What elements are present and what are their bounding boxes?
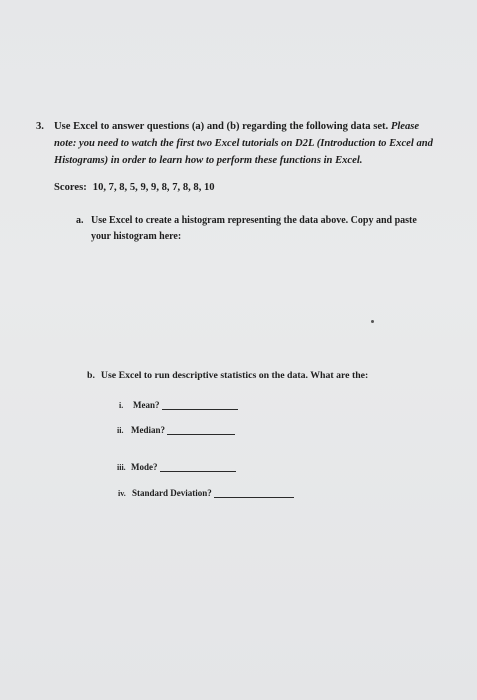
- stray-mark: [371, 320, 374, 323]
- stat-item-median: [117, 425, 235, 435]
- question-number: 3.: [36, 121, 44, 132]
- scores-label: Scores:: [54, 182, 87, 193]
- stat-item-std-dev: [118, 488, 294, 498]
- scores-line: [54, 182, 215, 193]
- stat-item-roman: ii.: [117, 426, 124, 435]
- scores-values: 10, 7, 8, 5, 9, 9, 8, 7, 8, 8, 10: [92, 182, 215, 193]
- question-note-line-2: note: you need to watch the first two Excel tutorials on D2L (Introduction to Excel and: [54, 138, 433, 149]
- part-b-marker: b.: [87, 370, 95, 381]
- part-a-line-2: your histogram here:: [91, 231, 182, 242]
- answer-blank-mode[interactable]: [160, 462, 236, 472]
- stat-item-roman: iii.: [117, 463, 126, 472]
- question-3: [36, 118, 466, 169]
- answer-blank-mean[interactable]: [162, 400, 238, 410]
- answer-blank-std-dev[interactable]: [214, 488, 294, 498]
- part-b-text: Use Excel to run descriptive statistics on the data. What are the:: [100, 370, 369, 381]
- stat-item-label: Standard Deviation?: [132, 488, 212, 498]
- stat-item-mean: [119, 400, 238, 410]
- question-lead: Use Excel to answer questions (a) and (b) regarding the following data set.: [54, 121, 389, 132]
- answer-blank-median[interactable]: [167, 425, 235, 435]
- stat-item-label: Mean?: [133, 400, 160, 410]
- stat-item-roman: iv.: [118, 489, 126, 498]
- part-a-marker: a.: [76, 215, 84, 226]
- part-b: [87, 370, 368, 381]
- stat-item-mode: [117, 462, 236, 472]
- stat-item-label: Mode?: [131, 462, 158, 472]
- question-line-1: [54, 118, 466, 135]
- stat-item-roman: i.: [119, 401, 124, 410]
- stat-item-label: Median?: [131, 425, 166, 435]
- part-a: [76, 213, 456, 245]
- question-note-start: Please: [390, 121, 420, 132]
- question-note-line-3: Histograms) in order to learn how to perform these functions in Excel.: [54, 155, 363, 166]
- part-a-line-1: Use Excel to create a histogram representing the data above. Copy and paste: [91, 215, 417, 226]
